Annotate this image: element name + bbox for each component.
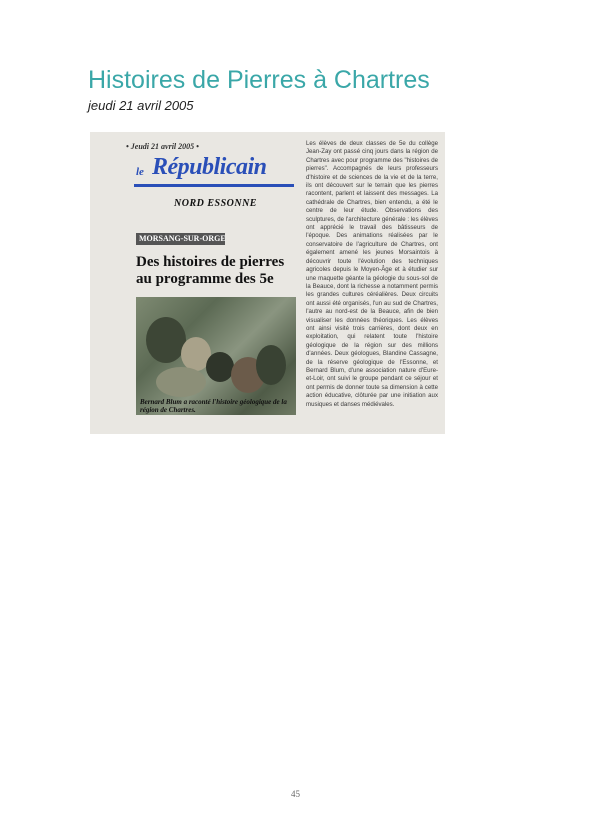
newspaper-logo-prefix: le bbox=[136, 166, 144, 178]
logo-underline bbox=[134, 184, 294, 187]
page-date: jeudi 21 avril 2005 bbox=[88, 98, 194, 113]
clipping-date-stamp: • Jeudi 21 avril 2005 • bbox=[126, 142, 199, 151]
newspaper-logo: Républicain bbox=[152, 154, 267, 180]
page-title: Histoires de Pierres à Chartres bbox=[88, 66, 430, 94]
newspaper-clipping bbox=[90, 132, 445, 434]
clipping-article-body: Les élèves de deux classes de 5e du collège Jean-Zay ont passé cinq jours dans la région de Chartres avec pour programme des "histoires de pierres". Accompagnés de leurs professeurs d'histoire et de sciences de la vie et de la terre, ils ont découvert sur le terrain que les pierres racontent, parlent et laissent des messages. La cathédrale de Chartres, bien entendu, a été le centre de leur étude. Observations des sculptures, de l'architecture générale : les élèves ont apprécié le travail des bâtisseurs de l'époque. Des animations réalisées par le conservatoire de l'agriculture de Chartres, ont également amené les jeunes Morsaintois à découvrir toute l'évolution des techniques agricoles depuis le Moyen-Âge et à étudier sur une maquette géante la géologie du sous-sol de la Beauce, dont la richesse a notamment permis les grandes cultures céréalières. Deux circuits ont aussi été organisés, l'un au sud de Chartres, l'autre au nord-est de la Beauce, afin de bien visualiser les données théoriques. Les élèves ont ainsi visité trois carrières, dont deux en exploitation, qui relatent toute l'histoire géologique de la région sur des millions d'années. Deux géologues, Blandine Cassagne, de la réserve géologique de l'Essonne, et Bernard Blum, d'une association nature d'Eure-et-Loir, ont suivi le groupe pendant ce séjour et ont permis de donner toute sa dimension à cette action éducative, clôturée par une initiation aux musiques et danses médiévales. bbox=[306, 140, 438, 408]
clipping-photo-caption: Bernard Blum a raconté l'histoire géologique de la région de Chartres. bbox=[140, 398, 287, 414]
clipping-headline: Des histoires de pierres au programme des 5e bbox=[136, 254, 285, 287]
clipping-section: NORD ESSONNE bbox=[174, 198, 257, 209]
page-number: 45 bbox=[291, 789, 300, 799]
clipping-topic-badge: MORSANG-SUR-ORGE bbox=[136, 233, 225, 245]
